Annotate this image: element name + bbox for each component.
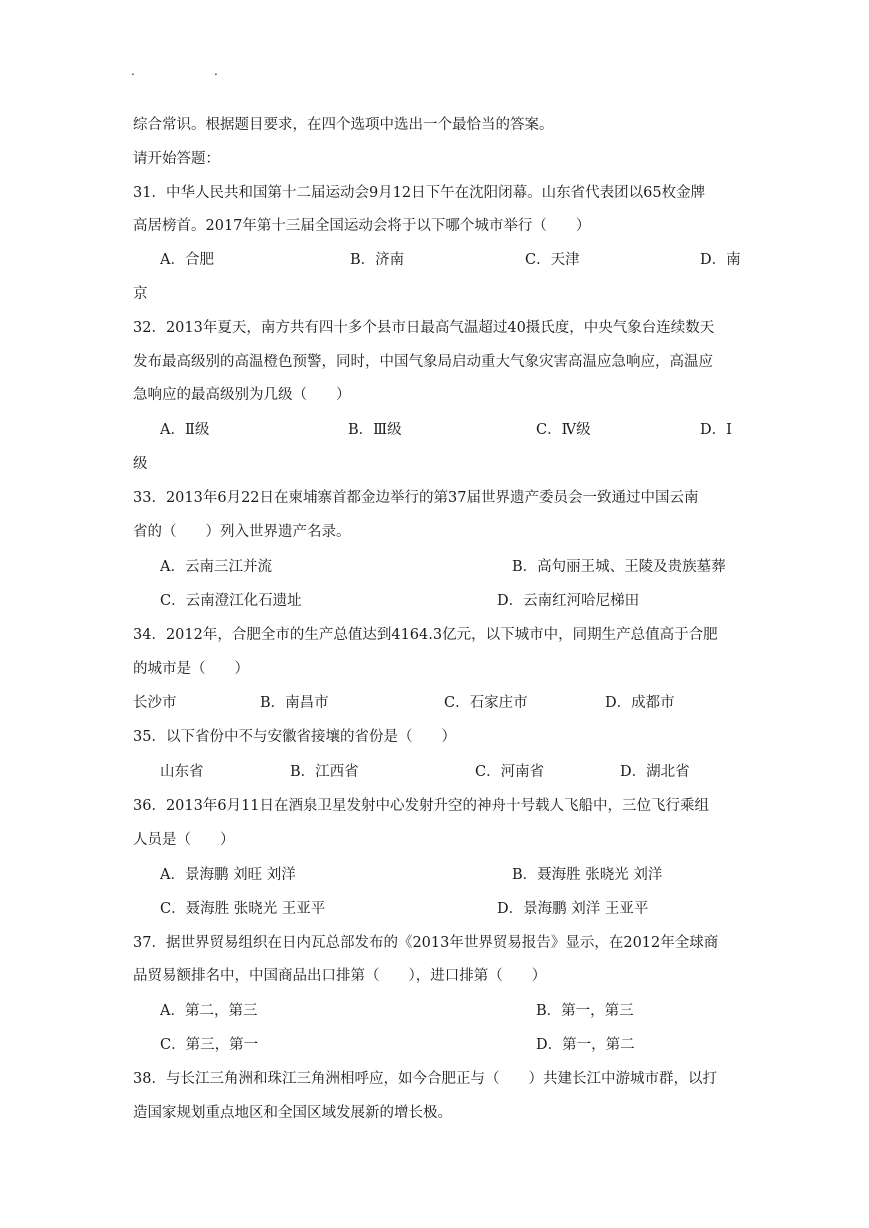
question-text: 32．2013年夏天，南方共有四十多个县市日最高气温超过40摄氏度，中央气象台连续数天 — [133, 320, 715, 336]
answer-option: A．景海鹏 刘旺 刘洋 — [160, 867, 296, 883]
question-text: 31．中华人民共和国第十二届运动会9月12日下午在沈阳闭幕。山东省代表团以65枚金牌 — [133, 185, 706, 201]
answer-option: B．高句丽王城、王陵及贵族墓葬 — [512, 559, 726, 575]
answer-option: D．景海鹏 刘洋 王亚平 — [497, 901, 649, 917]
answer-option: C．石家庄市 — [444, 695, 528, 711]
answer-option: B．济南 — [350, 252, 405, 268]
question-text: 34．2012年，合肥全市的生产总值达到4164.3亿元，以下城市中，同期生产总值高于合肥 — [133, 627, 718, 643]
answer-option: 长沙市 — [133, 695, 177, 711]
answer-option: 山东省 — [160, 764, 204, 780]
question-text: 品贸易额排名中，中国商品出口排第（ ），进口排第（ ） — [133, 968, 547, 984]
question-text: 38．与长江三角洲和珠江三角洲相呼应，如今合肥正与（ ）共建长江中游城市群，以打 — [133, 1071, 717, 1087]
section-instruction: 综合常识。根据题目要求，在四个选项中选出一个最恰当的答案。 — [133, 117, 554, 133]
question-text: 36．2013年6月11日在酒泉卫星发射中心发射升空的神舟十号载人飞船中，三位飞行乘组 — [133, 798, 710, 814]
question-text: 33．2013年6月22日在柬埔寨首都金边举行的第37届世界遗产委员会一致通过中国云南 — [133, 490, 699, 506]
answer-option: A．Ⅱ级 — [160, 422, 210, 438]
question-text: 发布最高级别的高温橙色预警，同时，中国气象局启动重大气象灾害高温应急响应，高温应 — [133, 354, 713, 370]
question-text: 造国家规划重点地区和全国区域发展新的增长极。 — [133, 1105, 452, 1121]
question-text: 的城市是（ ） — [133, 661, 249, 677]
start-prompt: 请开始答题： — [133, 151, 220, 167]
question-text: 35．以下省份中不与安徽省接壤的省份是（ ） — [133, 729, 456, 745]
question-text: 省的（ ）列入世界遗产名录。 — [133, 524, 351, 540]
answer-option: B．Ⅲ级 — [348, 422, 402, 438]
answer-option: D．Ⅰ — [700, 422, 732, 438]
answer-option: D．云南红河哈尼梯田 — [497, 593, 640, 609]
answer-option: D．湖北省 — [620, 764, 690, 780]
header-dot: . — [131, 64, 135, 78]
answer-option: D．南 — [700, 252, 741, 268]
option-wrap-text: 京 — [133, 286, 148, 302]
answer-option: A．第二，第三 — [160, 1003, 258, 1019]
answer-option: D．成都市 — [605, 695, 675, 711]
answer-option: B．南昌市 — [260, 695, 329, 711]
answer-option: C．Ⅳ级 — [536, 422, 591, 438]
answer-option: A．云南三江并流 — [160, 559, 272, 575]
answer-option: C．第三，第一 — [160, 1037, 259, 1053]
question-text: 高居榜首。2017年第十三届全国运动会将于以下哪个城市举行（ ） — [133, 218, 591, 234]
answer-option: A．合肥 — [160, 252, 214, 268]
answer-option: B．聂海胜 张晓光 刘洋 — [512, 867, 663, 883]
answer-option: D．第一，第二 — [536, 1037, 635, 1053]
question-text: 37．据世界贸易组织在日内瓦总部发布的《2013年世界贸易报告》显示，在2012年全球商 — [133, 935, 719, 951]
option-wrap-text: 级 — [133, 456, 148, 472]
header-dot: . — [214, 64, 218, 78]
answer-option: B．江西省 — [290, 764, 359, 780]
question-text: 急响应的最高级别为几级（ ） — [133, 387, 351, 403]
answer-option: C．云南澄江化石遗址 — [160, 593, 302, 609]
question-text: 人员是（ ） — [133, 832, 235, 848]
answer-option: C．河南省 — [475, 764, 545, 780]
answer-option: C．聂海胜 张晓光 王亚平 — [160, 901, 326, 917]
answer-option: B．第一，第三 — [536, 1003, 634, 1019]
answer-option: C．天津 — [525, 252, 580, 268]
